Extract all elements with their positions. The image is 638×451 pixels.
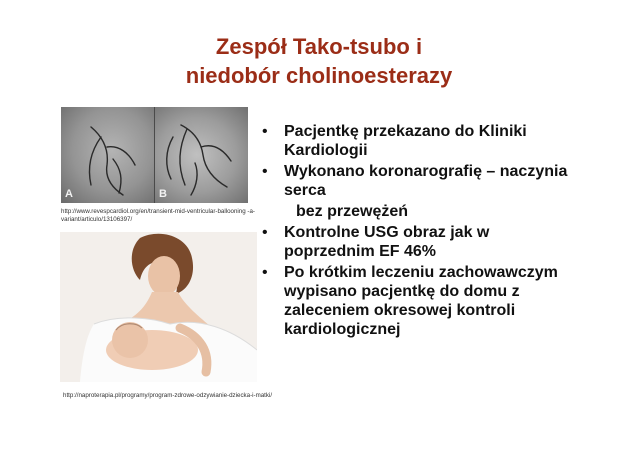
bullet-item bbox=[262, 162, 572, 200]
mother-breastfeeding-baby-photo bbox=[60, 232, 257, 382]
bullet-item bbox=[262, 122, 572, 160]
bullet-text: Po krótkim leczeniu zachowawczym wypisano pacjentkę do domu z zaleceniem okresowej kontroli kardiologicznej bbox=[284, 264, 558, 338]
bullet-item bbox=[262, 223, 572, 261]
coronary-angiography-image bbox=[61, 107, 248, 203]
angiography-label-b: B bbox=[159, 188, 167, 200]
slide-title-line-1: Zespół Tako-tsubo i bbox=[215, 34, 423, 59]
bullet-list bbox=[262, 122, 572, 341]
mother-baby-illustration bbox=[60, 232, 257, 382]
citation-angiography: http://www.revespcardiol.org/en/transient-mid-ventricular-ballooning -a-variant/articulo/13106397/ bbox=[61, 208, 255, 223]
bullet-marker: • bbox=[262, 123, 268, 140]
bullet-text: Kontrolne USG obraz jak w poprzednim EF 46% bbox=[284, 224, 490, 260]
bullet-text: Wykonano koronarografię – naczynia serca bbox=[284, 163, 568, 199]
bullet-continuation: bez przewężeń bbox=[296, 203, 409, 220]
bullet-marker: • bbox=[262, 264, 268, 281]
bullet-item bbox=[262, 263, 572, 339]
bullet-marker: • bbox=[262, 163, 268, 180]
coronary-vessels-drawing bbox=[61, 107, 248, 203]
citation-photo: http://naproterapia.pl/programy/program-zdrowe-odzywianie-dziecka-i-matki/ bbox=[63, 392, 273, 399]
angiography-label-a: A bbox=[65, 188, 73, 200]
bullet-text: Pacjentkę przekazano do Kliniki Kardiologii bbox=[284, 123, 527, 159]
slide-title bbox=[0, 32, 638, 90]
slide-title-line-2: niedobór cholinoesterazy bbox=[185, 63, 453, 88]
bullet-marker: • bbox=[262, 224, 268, 241]
